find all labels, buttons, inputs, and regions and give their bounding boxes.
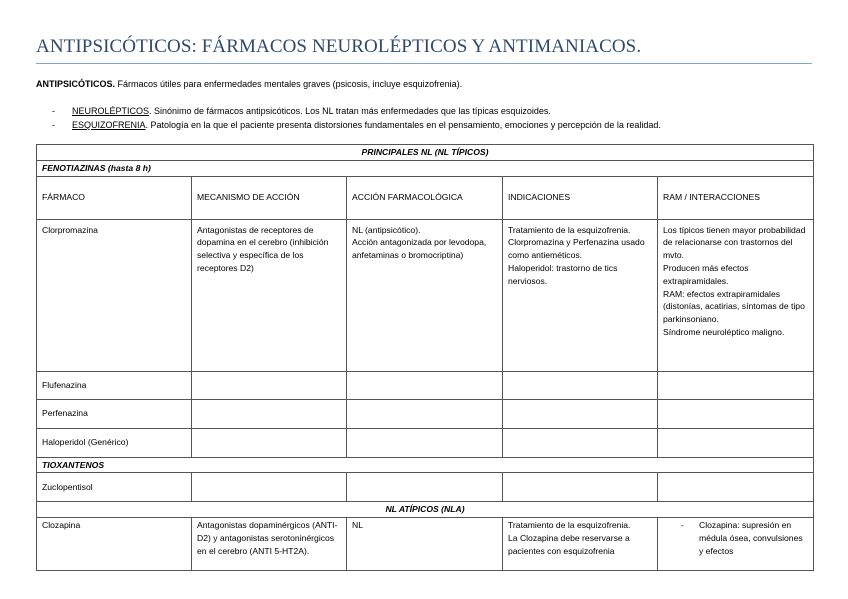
drug-clorpromazina: Clorpromazina: [37, 219, 192, 371]
drug-flufenazina: Flufenazina: [37, 371, 192, 399]
mechanism-cell: Antagonistas de receptores de dopamina en el cerebro (inhibición selectiva y específica de los receptores D2): [192, 219, 347, 371]
table-row: [37, 219, 814, 371]
action-cell: NL: [347, 518, 503, 571]
indication-line: Tratamiento de la esquizofrenia.: [508, 520, 631, 531]
ram-line: Producen más efectos extrapiramidales.: [663, 262, 749, 286]
drug-perfenazina: Perfenazina: [37, 399, 192, 428]
drug-clozapina: Clozapina: [37, 518, 192, 571]
definition-text: . Sinónimo de fármacos antipsicóticos. Los NL tratan más enfermedades que las típicas esquizoides.: [149, 106, 551, 116]
typical-header: PRINCIPALES NL (NL TÍPICOS): [37, 145, 814, 161]
col-header-ram: RAM / INTERACCIONES: [658, 176, 814, 219]
dash-bullet: -: [52, 106, 55, 116]
table-row: [37, 518, 814, 571]
table-row: [37, 371, 814, 399]
drug-zuclopentisol: Zuclopentisol: [37, 473, 192, 502]
dash-bullet: -: [52, 120, 55, 130]
list-item: [52, 118, 661, 132]
col-header-drug: FÁRMACO: [37, 176, 192, 219]
intro-paragraph: [36, 78, 462, 90]
ram-cell: [658, 518, 814, 571]
indications-cell: [503, 219, 658, 371]
indication-line: Tratamiento de la esquizofrenia.: [508, 224, 631, 235]
group-fenotiazinas: FENOTIAZINAS (hasta 8 h): [37, 160, 814, 176]
col-header-indications: INDICACIONES: [503, 176, 658, 219]
table-row: [37, 473, 814, 502]
intro-text: Fármacos útiles para enfermedades mentales graves (psicosis, incluye esquizofrenia).: [115, 79, 463, 89]
atypical-header: NL ATÍPICOS (NLA): [37, 502, 814, 518]
list-item: [52, 104, 661, 118]
group-tioxantenos: TIOXANTENOS: [37, 457, 814, 473]
indication-line: Haloperidol: trastorno de tics nerviosos.: [508, 262, 618, 286]
ram-cell: [658, 219, 814, 371]
table-row: [37, 399, 814, 428]
indication-line: Clorpromazina y Perfenazina usado como antieméticos.: [508, 237, 645, 261]
action-line: NL (antipsicótico).: [352, 224, 421, 235]
indications-cell: [503, 518, 658, 571]
action-cell: [347, 219, 503, 371]
col-header-mechanism: MECANISMO DE ACCIÓN: [192, 176, 347, 219]
column-headers: [37, 176, 814, 219]
ram-line: Síndrome neuroléptico maligno.: [663, 326, 785, 337]
intro-bold: ANTIPSICÓTICOS.: [36, 79, 116, 89]
col-header-action: ACCIÓN FARMACOLÓGICA: [347, 176, 503, 219]
term-neurolepticos: NEUROLÉPTICOS: [72, 106, 150, 116]
definitions-list: [52, 104, 661, 132]
ram-line: RAM: efectos extrapiramidales (distonías, acatirias, síntomas de tipo parkinsoniano.: [663, 288, 805, 325]
drug-haloperidol: Haloperidol (Genérico): [37, 428, 192, 457]
indication-line: La Clozapina debe reservarse a pacientes con esquizofrenia: [508, 532, 630, 556]
ram-line: Los típicos tienen mayor probabilidad de relacionarse con trastornos del mvto.: [663, 224, 806, 261]
page-title: ANTIPSICÓTICOS: FÁRMACOS NEUROLÉPTICOS Y ANTIMANIACOS.: [36, 36, 812, 64]
drugs-table: [36, 144, 814, 571]
definition-text: . Patología en la que el paciente presenta distorsiones fundamentales en el pensamiento, emociones y percepción de la realidad.: [145, 120, 661, 130]
mechanism-cell: Antagonistas dopaminérgicos (ANTI-D2) y antagonistas serotoninérgicos en el cerebro (ANTI 5-HT2A).: [192, 518, 347, 571]
term-esquizofrenia: ESQUIZOFRENIA: [72, 120, 146, 130]
ram-line: Clozapina: supresión en médula ósea, convulsiones y efectos: [699, 520, 803, 556]
action-line: Acción antagonizada por levodopa, anfetaminas o bromocriptina): [352, 237, 487, 261]
dash-bullet: -: [681, 520, 684, 531]
table-row: [37, 428, 814, 457]
